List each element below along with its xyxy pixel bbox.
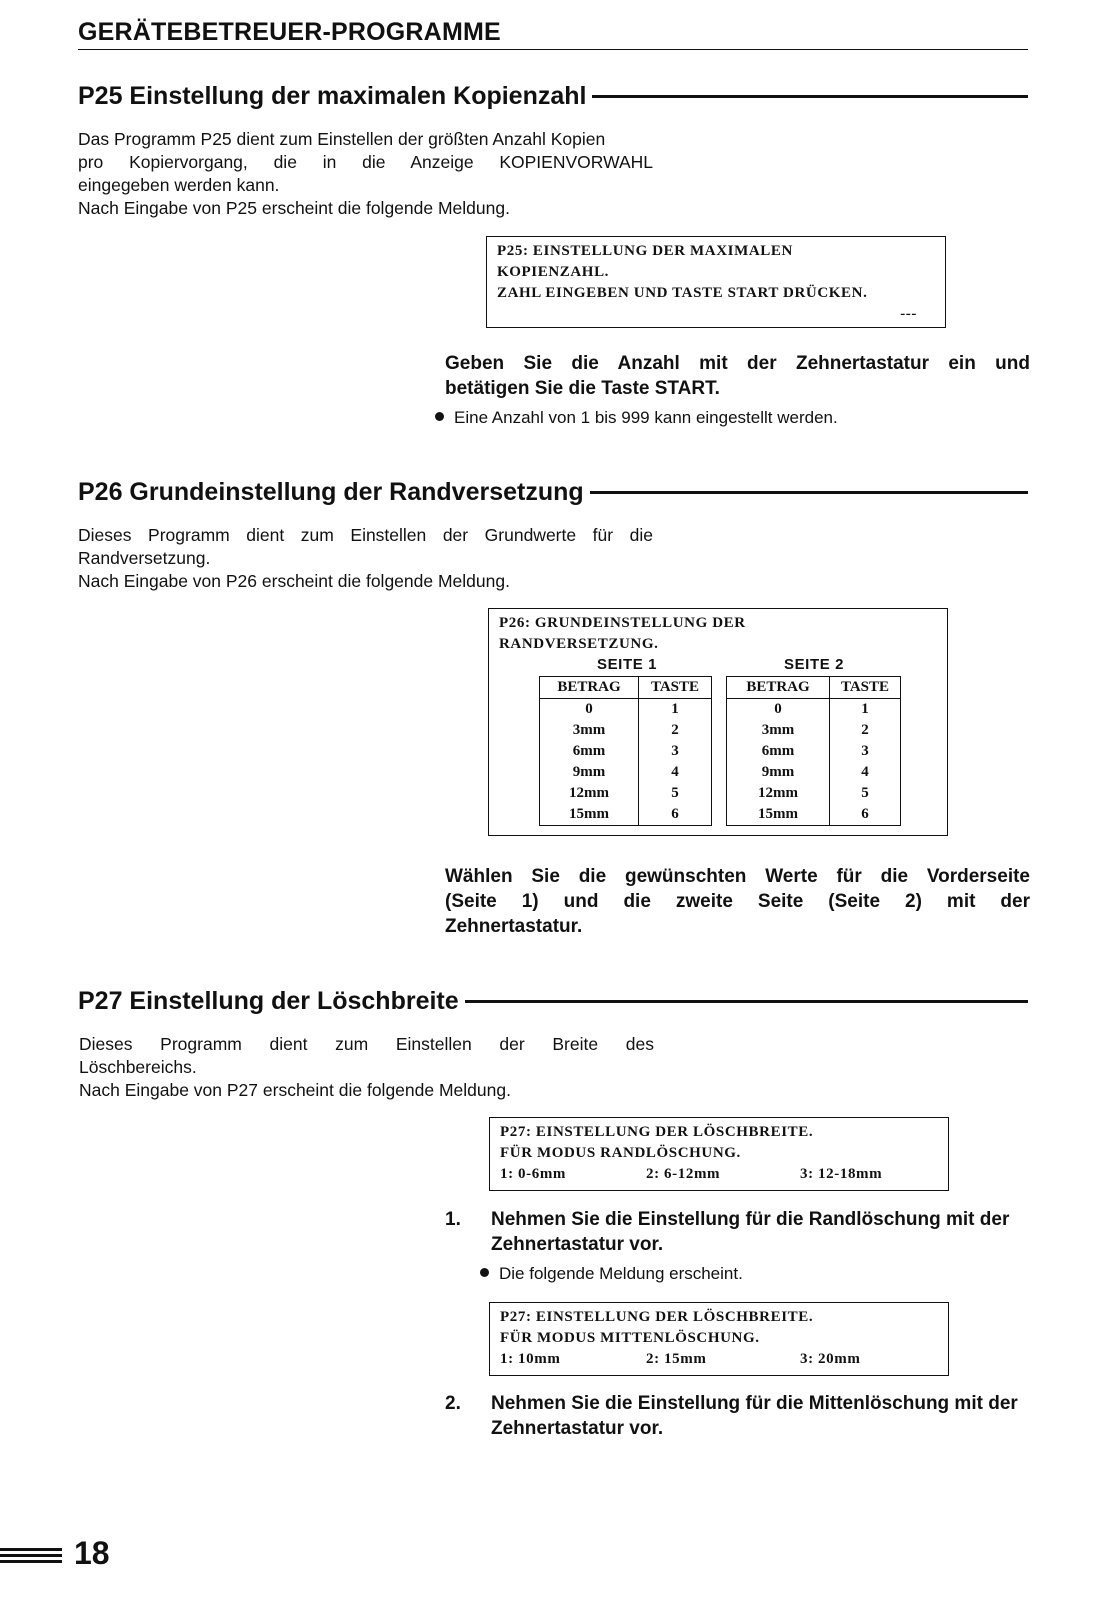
para-line: Randversetzung. <box>78 548 211 568</box>
table-row <box>540 783 712 804</box>
randversetzung-table-seite-2 <box>726 676 901 826</box>
cell-betrag: 0 <box>540 699 639 721</box>
table-row <box>727 762 901 783</box>
cell-taste: 5 <box>639 783 712 804</box>
paragraph-p26 <box>78 524 653 593</box>
table-row <box>540 762 712 783</box>
option-3: 3: 12-18mm <box>800 1166 883 1182</box>
section-heading-p25 <box>78 82 1028 111</box>
display-options-row <box>500 1349 938 1370</box>
table-row <box>540 720 712 741</box>
step-2 <box>445 1391 1030 1441</box>
display-line: ZAHL EINGEBEN UND TASTE START DRÜCKEN. <box>497 285 868 301</box>
cell-taste: 2 <box>830 720 901 741</box>
section-heading-p26 <box>78 478 1028 507</box>
display-line: P26: GRUNDEINSTELLUNG DER <box>499 615 746 631</box>
step-text: Nehmen Sie die Einstellung für die Mittenlöschung mit der Zehnertastatur vor. <box>491 1393 1018 1439</box>
step-text: Nehmen Sie die Einstellung für die Randlöschung mit der Zehnertastatur vor. <box>491 1209 1010 1255</box>
para-line: Nach Eingabe von P25 erscheint die folgende Meldung. <box>78 198 510 218</box>
instruction-line: Wählen Sie die gewünschten Werte für die Vorderseite <box>445 866 1030 887</box>
table-row <box>727 699 901 721</box>
table-row <box>727 783 901 804</box>
cell-betrag: 3mm <box>727 720 830 741</box>
para-line: Nach Eingabe von P26 erscheint die folgende Meldung. <box>78 571 510 591</box>
cell-taste: 6 <box>639 804 712 826</box>
page-header-title: GERÄTEBETREUER-PROGRAMME <box>78 18 1028 50</box>
table-row <box>727 720 901 741</box>
cell-betrag: 3mm <box>540 720 639 741</box>
display-message-p25 <box>486 236 946 328</box>
instruction-line: betätigen Sie die Taste START. <box>445 378 720 399</box>
table-row <box>727 741 901 762</box>
cell-taste: 2 <box>639 720 712 741</box>
table-row <box>540 804 712 826</box>
col-header-betrag: BETRAG <box>727 677 830 699</box>
step-number: 2. <box>445 1393 461 1414</box>
seite-1-label: SEITE 1 <box>596 656 658 673</box>
bullet-dot-icon <box>435 412 444 421</box>
cell-taste: 5 <box>830 783 901 804</box>
col-header-betrag: BETRAG <box>540 677 639 699</box>
display-message-p27-mittenloeschung <box>489 1302 949 1376</box>
option-1: 1: 0-6mm <box>500 1166 567 1182</box>
cell-betrag: 15mm <box>727 804 830 826</box>
bullet-text: Eine Anzahl von 1 bis 999 kann eingestellt werden. <box>454 408 838 427</box>
cell-betrag: 6mm <box>727 741 830 762</box>
display-line: RANDVERSETZUNG. <box>499 636 659 652</box>
display-line: P25: EINSTELLUNG DER MAXIMALEN <box>497 243 793 259</box>
section-heading-p27 <box>78 987 1028 1016</box>
heading-rule <box>590 491 1028 494</box>
instruction-p25 <box>445 351 1030 401</box>
display-options-row <box>500 1164 938 1185</box>
step-number: 1. <box>445 1209 461 1230</box>
cell-taste: 4 <box>639 762 712 783</box>
instruction-line: (Seite 1) und die zweite Seite (Seite 2) mit der <box>445 891 1030 912</box>
display-line: --- <box>900 306 917 322</box>
randversetzung-table-seite-1 <box>539 676 712 826</box>
para-line: Das Programm P25 dient zum Einstellen der größten Anzahl Kopien <box>78 129 606 149</box>
option-1: 1: 10mm <box>500 1351 561 1367</box>
cell-betrag: 15mm <box>540 804 639 826</box>
heading-text: P26 Grundeinstellung der Randversetzung <box>78 478 584 506</box>
bullet-p25 <box>435 407 838 429</box>
para-line: Löschbereichs. <box>79 1057 197 1077</box>
instruction-p26 <box>445 864 1030 939</box>
heading-rule <box>592 95 1028 98</box>
cell-betrag: 9mm <box>727 762 830 783</box>
para-line: pro Kopiervorgang, die in die Anzeige KOPIENVORWAHL <box>78 152 653 172</box>
option-3: 3: 20mm <box>800 1351 861 1367</box>
display-message-p27-randloeschung <box>489 1117 949 1191</box>
bullet-step-1 <box>480 1263 743 1285</box>
option-2: 2: 6-12mm <box>646 1166 721 1182</box>
col-header-taste: TASTE <box>830 677 901 699</box>
para-line: Dieses Programm dient zum Einstellen der Breite des <box>79 1034 654 1054</box>
cell-taste: 1 <box>830 699 901 721</box>
display-line: FÜR MODUS MITTENLÖSCHUNG. <box>500 1330 760 1346</box>
para-line: eingegeben werden kann. <box>78 175 280 195</box>
cell-taste: 3 <box>830 741 901 762</box>
display-line: P27: EINSTELLUNG DER LÖSCHBREITE. <box>500 1124 814 1140</box>
display-line: P27: EINSTELLUNG DER LÖSCHBREITE. <box>500 1309 814 1325</box>
instruction-line: Geben Sie die Anzahl mit der Zehnertastatur ein und <box>445 353 1030 374</box>
cell-betrag: 9mm <box>540 762 639 783</box>
heading-text: P25 Einstellung der maximalen Kopienzahl <box>78 82 587 110</box>
instruction-line: Zehnertastatur. <box>445 916 583 937</box>
seite-2-label: SEITE 2 <box>783 656 845 673</box>
cell-betrag: 6mm <box>540 741 639 762</box>
display-line: KOPIENZAHL. <box>497 264 610 280</box>
paragraph-p27 <box>79 1033 654 1102</box>
para-line: Nach Eingabe von P27 erscheint die folgende Meldung. <box>79 1080 511 1100</box>
table-row <box>540 741 712 762</box>
heading-text: P27 Einstellung der Löschbreite <box>78 987 459 1015</box>
step-1 <box>445 1207 1030 1257</box>
cell-betrag: 0 <box>727 699 830 721</box>
option-2: 2: 15mm <box>646 1351 707 1367</box>
table-row <box>540 699 712 721</box>
table-row <box>727 804 901 826</box>
page-number: 18 <box>74 1535 110 1571</box>
cell-taste: 4 <box>830 762 901 783</box>
para-line: Dieses Programm dient zum Einstellen der Grundwerte für die <box>78 525 653 545</box>
paragraph-p25 <box>78 128 653 220</box>
cell-taste: 3 <box>639 741 712 762</box>
col-header-taste: TASTE <box>639 677 712 699</box>
bullet-dot-icon <box>480 1268 489 1277</box>
cell-taste: 6 <box>830 804 901 826</box>
display-line: FÜR MODUS RANDLÖSCHUNG. <box>500 1145 741 1161</box>
bullet-text: Die folgende Meldung erscheint. <box>499 1264 743 1283</box>
cell-betrag: 12mm <box>727 783 830 804</box>
heading-rule <box>465 1000 1028 1003</box>
page-marker-lines <box>0 1548 62 1566</box>
cell-betrag: 12mm <box>540 783 639 804</box>
cell-taste: 1 <box>639 699 712 721</box>
